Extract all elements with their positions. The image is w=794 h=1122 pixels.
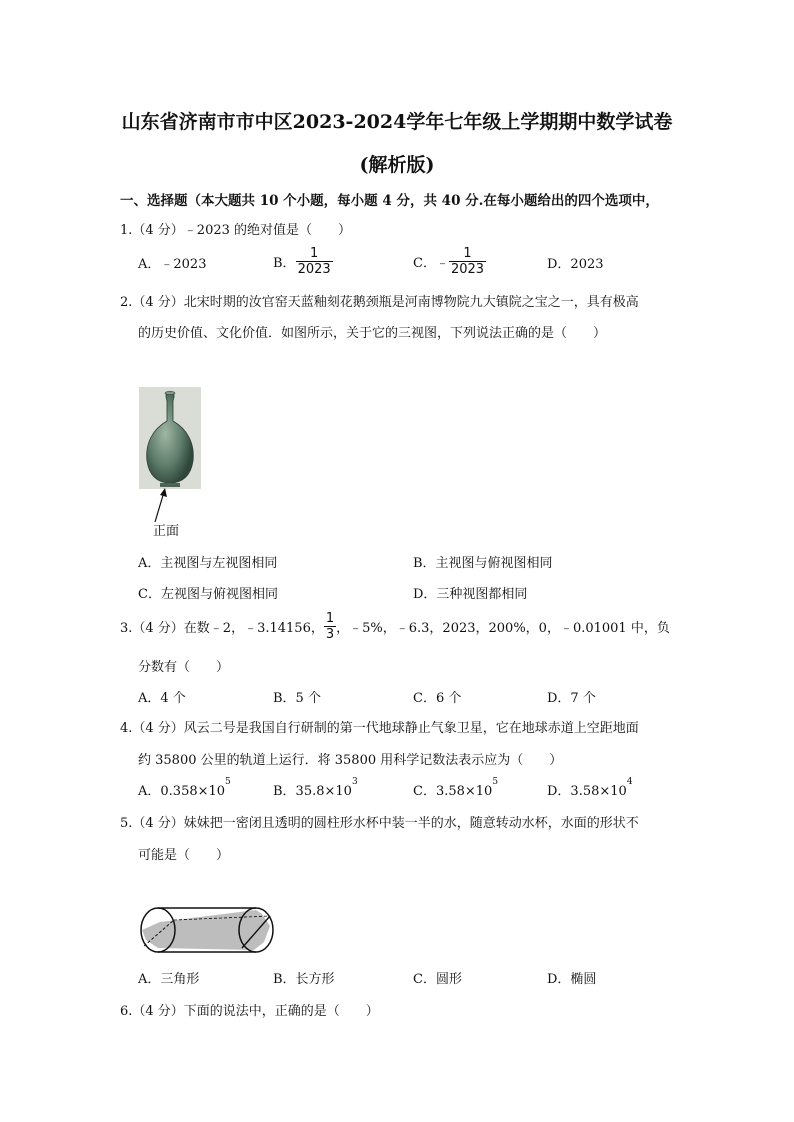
q1-option-c-fraction (449, 246, 486, 277)
q1-option-c (413, 246, 486, 277)
fraction-numerator: 1 (449, 246, 486, 262)
q2-option-b: B．主视图与俯视图相同 (413, 556, 553, 571)
minus-sign: ﹣ (435, 256, 449, 271)
question-3-line2: 分数有（ ） (138, 660, 230, 675)
vase-image (139, 387, 201, 489)
vase-figure (139, 387, 201, 493)
fraction-denominator: 2023 (450, 262, 485, 277)
section-heading: 一、选择题（本大题共 10 个小题，每小题 4 分，共 40 分.在每小题给出的四个选项中， (120, 193, 659, 209)
q4-option-b-base: B．35.8×10 (273, 784, 352, 799)
question-1-stem: 1.（4 分）﹣2023 的绝对值是（ ） (120, 223, 352, 238)
q4-option-d-base: D．3.58×10 (547, 784, 627, 799)
q4-option-b (273, 777, 358, 799)
q3-text-pre: 3.（4 分）在数﹣2，﹣3.14156， (120, 621, 324, 636)
fraction-denominator: 2023 (297, 262, 331, 277)
fraction-numerator: 1 (325, 611, 335, 626)
q4-option-b-exponent: 3 (351, 777, 358, 787)
question-5-line2: 可能是（ ） (138, 848, 230, 863)
q4-option-d-exponent: 4 (626, 777, 633, 787)
fraction-numerator: 1 (296, 246, 333, 262)
question-5-line1: 5.（4 分）妹妹把一密闭且透明的圆柱形水杯中装一半的水，随意转动水杯，水面的形状不 (120, 816, 639, 831)
q4-option-a (138, 777, 231, 799)
q4-option-c-exponent: 5 (492, 777, 499, 787)
q2-option-d: D．三种视图都相同 (413, 587, 528, 602)
q3-text-post: ，﹣5%，﹣6.3，2023，200%，0，﹣0.01001 中，负 (336, 621, 670, 636)
q4-option-c (413, 777, 499, 799)
question-3-line1 (120, 611, 670, 642)
q2-option-a: A．主视图与左视图相同 (138, 556, 278, 571)
q2-option-c: C．左视图与俯视图相同 (138, 587, 278, 602)
arrow-icon (150, 488, 170, 524)
question-2-line1: 2.（4 分）北宋时期的汝官窑天蓝釉刻花鹅颈瓶是河南博物院九大镇院之宝之一，具有极高 (120, 295, 639, 310)
question-2-line2: 的历史价值、文化价值．如图所示，关于它的三视图，下列说法正确的是（ ） (138, 326, 607, 341)
q1-option-d: D．2023 (547, 257, 604, 272)
question-4-line1: 4.（4 分）风云二号是我国自行研制的第一代地球静止气象卫星，它在地球赤道上空距地面 (120, 721, 639, 736)
q3-fraction (324, 611, 336, 642)
q5-option-b: B．长方形 (273, 972, 335, 987)
q1-option-b-label: B． (273, 256, 296, 271)
fraction-denominator: 3 (325, 627, 335, 642)
q3-option-a: A．4 个 (138, 691, 186, 706)
page-title: 山东省济南市市中区2023-2024学年七年级上学期期中数学试卷 (121, 111, 673, 133)
q4-option-c-base: C．3.58×10 (413, 784, 493, 799)
figure-label: 正面 (153, 524, 180, 539)
q5-option-c: C．圆形 (413, 972, 462, 987)
q1-option-b-fraction (296, 246, 333, 277)
q4-option-a-exponent: 5 (225, 777, 231, 787)
q4-option-d (547, 777, 633, 799)
q3-option-d: D．7 个 (547, 691, 596, 706)
q4-option-a-base: A．0.358×10 (138, 784, 226, 799)
q3-option-b: B．5 个 (273, 691, 321, 706)
q3-option-c: C．6 个 (413, 691, 462, 706)
q1-option-a: A．﹣2023 (138, 257, 207, 272)
question-4-line2: 约 35800 公里的轨道上运行．将 35800 用科学记数法表示应为（ ） (138, 753, 563, 768)
q5-option-a: A．三角形 (138, 972, 200, 987)
q1-option-c-label: C． (413, 256, 436, 271)
question-6-line1: 6.（4 分）下面的说法中，正确的是（ ） (120, 1004, 379, 1019)
q1-option-b (273, 246, 333, 277)
q5-option-d: D．椭圆 (547, 972, 597, 987)
cylinder-figure (138, 906, 280, 954)
page-subtitle: (解析版) (359, 154, 435, 176)
